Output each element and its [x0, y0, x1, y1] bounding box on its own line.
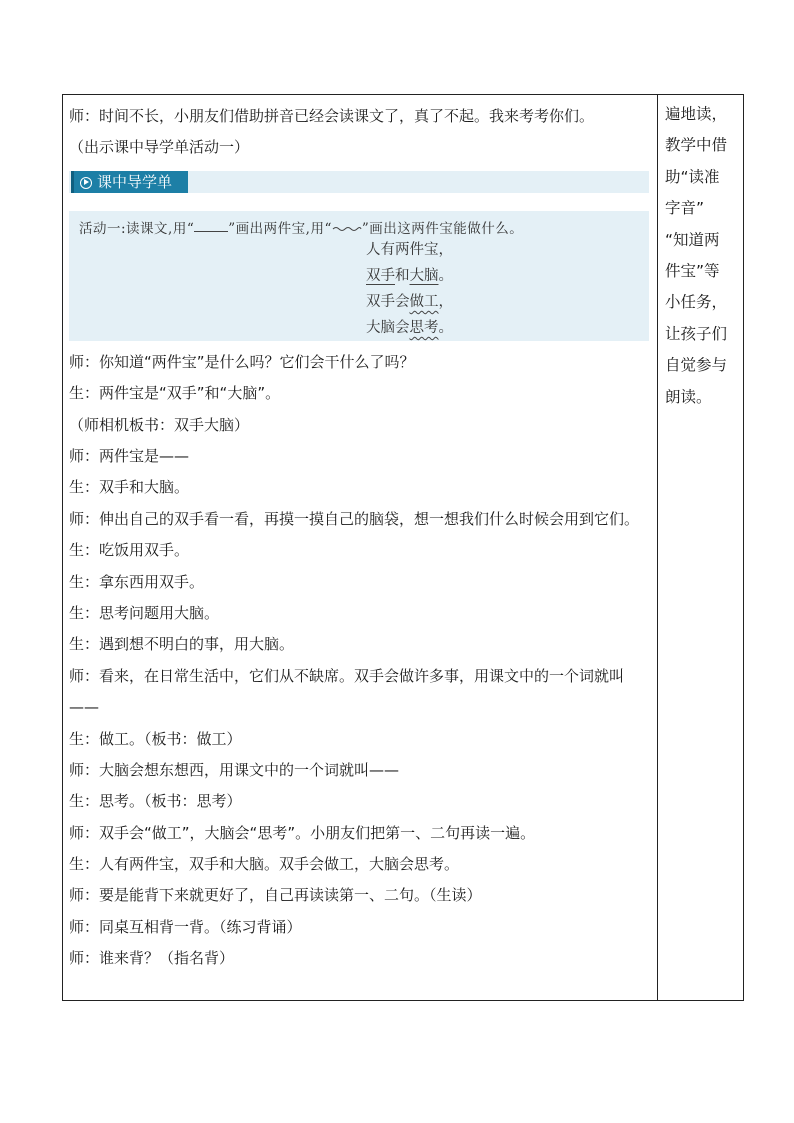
poem-wavy-zuogong: 做工: [409, 293, 439, 310]
side-note-line: 自觉参与: [665, 356, 728, 375]
dialogue-line: 师：谁来背？（指名背）: [69, 949, 235, 968]
poem-line-3: [366, 289, 453, 315]
dialogue-line: 生：思考问题用大脑。: [69, 603, 220, 622]
guide-banner-label: 课中导学单: [97, 172, 173, 191]
activity-box: [69, 211, 649, 341]
dialogue-line: 师：大脑会想东想西，用课文中的一个词就叫——: [69, 760, 400, 779]
main-column: [69, 101, 649, 975]
side-note-line: 朗读。: [665, 387, 712, 406]
activity-suffix: ”画出这两件宝能做什么。: [361, 220, 524, 237]
poem-text: 。: [438, 267, 453, 284]
dialogue-line: 生：人有两件宝，双手和大脑。双手会做工，大脑会思考。: [69, 855, 460, 874]
dialogue-line: 师：双手会“做工”，大脑会“思考”。小朋友们把第一、二句再读一遍。: [69, 823, 536, 842]
side-note-line: 助“读准: [665, 167, 720, 186]
activity-prefix: 活动一:读课文,用“: [79, 220, 195, 237]
dialogue-line: 师：两件宝是——: [69, 446, 190, 465]
dialogue-line: 师：伸出自己的双手看一看，再摸一摸自己的脑袋，想一想我们什么时候会用到它们。: [69, 509, 640, 528]
activity-instruction: [79, 217, 523, 237]
poem-line-1: [366, 237, 453, 263]
poem-text: 和: [395, 267, 410, 284]
side-note-line: 件宝”等: [665, 262, 720, 281]
poem-text: 双手会: [366, 293, 410, 310]
intro-line-1: 师：时间不长，小朋友们借助拼音已经会读课文了，真了不起。我来考考你们。: [69, 107, 595, 125]
side-note-column: [665, 99, 741, 413]
poem-line-4: [366, 315, 453, 341]
side-note-line: 让孩子们: [665, 324, 728, 343]
play-circle-icon: [80, 177, 92, 189]
column-divider: [657, 95, 658, 1000]
dialogue-line: 师：同桌互相背一背。（练习背诵）: [69, 917, 302, 936]
poem-text: 。: [438, 319, 453, 336]
dialogue-line: 师：看来，在日常生活中，它们从不缺席。双手会做许多事，用课文中的一个词就叫——: [69, 666, 625, 717]
side-note-line: 遍地读，: [665, 105, 728, 123]
dialogue-line: 师：要是能背下来就更好了，自己再读读第一、二句。（生读）: [69, 886, 482, 905]
straight-underline-blank: [194, 219, 228, 232]
dialogue-line: （师相机板书：双手大脑）: [69, 415, 250, 434]
dialogue: [69, 347, 649, 975]
dialogue-line: 生：两件宝是“双手”和“大脑”。: [69, 384, 281, 403]
dialogue-line: 生：遇到想不明白的事，用大脑。: [69, 635, 295, 654]
dialogue-line: 生：吃饭用双手。: [69, 541, 190, 560]
side-note-line: 教学中借: [665, 136, 728, 155]
wavy-underline-blank: [332, 218, 362, 230]
poem-line-2: [366, 263, 453, 289]
poem-text: 人有两件宝，: [366, 241, 453, 258]
dialogue-line: 生：双手和大脑。: [69, 478, 190, 497]
side-note-line: “知道两: [665, 230, 720, 249]
poem-wavy-sikao: 思考: [409, 319, 439, 336]
poem: [366, 237, 453, 341]
dialogue-line: 生：思考。（板书：思考）: [69, 792, 242, 811]
guide-banner-tag: [71, 171, 188, 193]
poem-underlined-shuangshou: 双手: [366, 267, 395, 284]
dialogue-line: 生：拿东西用双手。: [69, 572, 205, 591]
intro-line-2: （出示课中导学单活动一）: [69, 138, 250, 157]
side-note-line: 字音”: [665, 199, 705, 218]
side-note-line: 小任务，: [665, 293, 728, 312]
poem-underlined-danao: 大脑: [409, 267, 439, 284]
guide-banner: [69, 171, 649, 193]
dialogue-line: 师：你知道“两件宝”是什么吗？它们会干什么了吗？: [69, 352, 415, 371]
poem-text: 大脑会: [366, 319, 410, 336]
lesson-table: [62, 94, 744, 1001]
dialogue-line: 生：做工。（板书：做工）: [69, 729, 242, 748]
poem-text: ，: [438, 293, 453, 310]
activity-middle: ”画出两件宝,用“: [228, 220, 332, 237]
